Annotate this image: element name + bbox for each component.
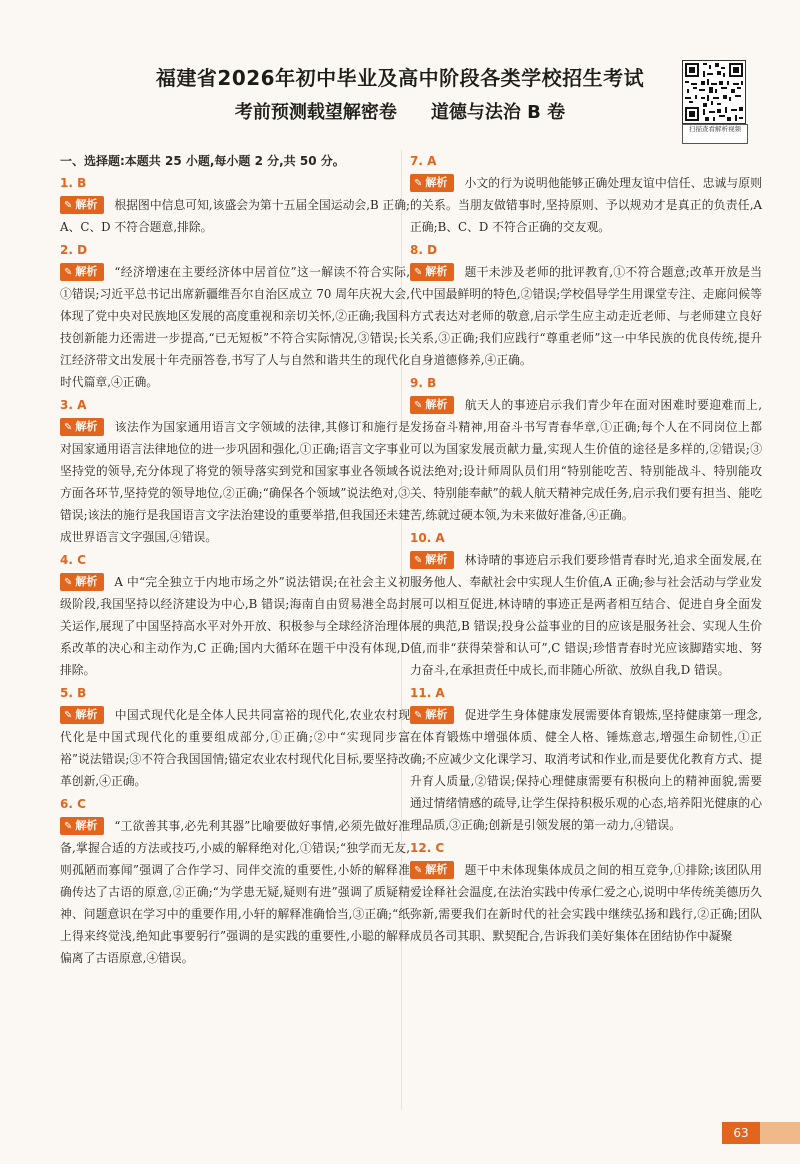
explanation-text: “经济增速在主要经济体中居首位”这一解读不符合实际,①错误;习近平总书记出席新疆维吾尔自治区成立 70 周年庆祝大会,体现了党中央对民族地区发展的高度重视和亲切关怀,②正确;我国科技创新能力还需进一步提高,“已无短板”不符合实际情况,③错误;长江经济带文出发展十年壳丽答卷,书写了人与自然和谐共生的现代化时代篇章,④正确。 bbox=[60, 265, 410, 389]
paper-name: 考前预测载望解密卷 bbox=[234, 102, 397, 123]
answer-item bbox=[60, 550, 410, 681]
left-column bbox=[60, 150, 410, 971]
qr-caption: 扫描查看解析视频 bbox=[682, 124, 748, 144]
answer-label: 8. D bbox=[410, 243, 438, 257]
explanation-text: 中国式现代化是全体人民共同富裕的现代化,农业农村现代化是中国式现代化的重要组成部分,①正确;②中“实现同步富裕”说法错误;③不符合我国国情;锚定农业农村现代化目标,要坚持改革创新,④正确。 bbox=[60, 708, 410, 788]
explanation bbox=[410, 549, 762, 681]
answer-item bbox=[410, 240, 762, 371]
pencil-icon: ✎ bbox=[64, 710, 73, 721]
page-edge-strip bbox=[760, 1122, 800, 1144]
explanation bbox=[410, 261, 762, 371]
analysis-tag: ✎ 解析 bbox=[60, 573, 104, 591]
analysis-tag: ✎ 解析 bbox=[410, 263, 454, 281]
pencil-icon: ✎ bbox=[64, 200, 73, 211]
pencil-icon: ✎ bbox=[64, 577, 73, 588]
explanation-text: 题干未涉及老师的批评教育,①不符合题意;改革开放是当代中国最鲜明的特色,②错误;学校倡导学生用课堂专注、走廊问候等方式表达对老师的敬意,启示学生应主动走近老师、与老师建立良好关系,③正确;我们应践行“尊重老师”这一中华民族的优良传统,提升自身道德修养,④正确。 bbox=[410, 265, 762, 367]
pencil-icon: ✎ bbox=[414, 710, 423, 721]
pencil-icon: ✎ bbox=[414, 555, 423, 566]
explanation bbox=[410, 172, 762, 238]
answer-item bbox=[60, 395, 410, 548]
explanation-text: A 中“完全独立于内地市场之外”说法错误;在社会主义初级阶段,我国坚持以经济建设为中心,B 错误;海南自由贸易港全岛封关运作,展现了中国坚持高水平对外开放、积极参与全球经济治理体系改革的决心和主动作为,C 正确;国内大循环在题干中没有体现,D 排除。 bbox=[60, 575, 410, 677]
explanation bbox=[410, 859, 762, 947]
qr-code-icon[interactable] bbox=[682, 60, 746, 124]
answer-item bbox=[410, 683, 762, 836]
explanation bbox=[60, 194, 410, 238]
exam-subtitle bbox=[0, 98, 800, 124]
subject-name: 道德与法治 B 卷 bbox=[430, 102, 566, 123]
explanation-text: 促进学生身体健康发展需要体育锻炼,坚持健康第一理念,在体育锻炼中增强体质、健全人格、锤炼意志,增强生命韧性,①正确;不应减少文化课学习、取消考试和作业,而是要优化教育方式、提升育人质量,②错误;保持心理健康需要有积极向上的精神面貌,需要通过情绪情感的疏导,让学生保持积极乐观的心态,培养阳光健康的心理品质,③正确;创新是引领发展的第一动力,④错误。 bbox=[410, 708, 762, 832]
explanation-text: “工欲善其事,必先利其器”比喻要做好事情,必须先做好准备,掌握合适的方法或技巧,小威的解释绝对化,①错误;“独学而无友,则孤陋而寡闻”强调了合作学习、同伴交流的重要性,小娇的解释准确传达了古语的原意,②正确;“为学患无疑,疑则有进”强调了质疑精神、问题意识在学习中的重要作用,小轩的解释准确恰当,③正确;“纸上得来终觉浅,绝知此事要躬行”强调的是实践的重要性,小聪的解释偏离了古语原意,④错误。 bbox=[60, 819, 410, 965]
right-column bbox=[410, 150, 762, 949]
explanation bbox=[60, 704, 410, 792]
analysis-tag: ✎ 解析 bbox=[410, 706, 454, 724]
analysis-tag: ✎ 解析 bbox=[60, 418, 104, 436]
pencil-icon: ✎ bbox=[64, 267, 73, 278]
explanation-text: 林诗晴的事迹启示我们要珍惜青春时光,追求全面发展,在服务他人、奉献社会中实现人生价值,A 正确;参与社会活动与学业发展可以相互促进,林诗晴的事迹正是两者相互结合、促进自身全面发展的典范,B 错误;投身公益事业的目的应该是服务社会、实现人生价值,而非“获得荣誉和认可”,C 错误;珍惜青春时光应该脚踏实地、努力奋斗,在承担责任中成长,而非随心所欲、放纵自我,D 错误。 bbox=[410, 553, 762, 677]
answer-label: 3. A bbox=[60, 398, 87, 412]
answer-item bbox=[410, 151, 762, 238]
answer-label: 11. A bbox=[410, 686, 445, 700]
pencil-icon: ✎ bbox=[414, 400, 423, 411]
answer-label: 9. B bbox=[410, 376, 437, 390]
explanation bbox=[410, 704, 762, 836]
analysis-tag: ✎ 解析 bbox=[410, 396, 454, 414]
pencil-icon: ✎ bbox=[64, 422, 73, 433]
answer-item bbox=[60, 683, 410, 792]
analysis-tag: ✎ 解析 bbox=[410, 861, 454, 879]
pencil-icon: ✎ bbox=[414, 865, 423, 876]
analysis-tag: ✎ 解析 bbox=[60, 196, 104, 214]
answer-label: 6. C bbox=[60, 797, 86, 811]
explanation-text: 航天人的事迹启示我们青少年在面对困难时要迎难而上,发扬奋斗精神,用奋斗书写青春华章,①正确;每个人在不同岗位上都可以为国家发展贡献力量,实现人生价值的途径是多样的,②错误;③说法绝对;设计师周队员们用“特别能吃苦、特别能战斗、特别能攻关、特别能奉献”的载人航天精神完成任务,启示我们要有担当、能吃苦,练就过硬本领,为未来做好准备,④正确。 bbox=[410, 398, 762, 522]
analysis-tag: ✎ 解析 bbox=[410, 551, 454, 569]
explanation-text: 该法作为国家通用语言文字领域的法律,其修订和施行是对国家通用语言法律地位的进一步巩固和强化,①正确;语言文字事业坚持党的领导,充分体现了将党的领导落实到党和国家事业各领域各方面各环节,坚持党的领导地位,②正确;“确保各个领域”说法绝对,③错误;该法的施行是我国语言文字法治建设的重要举措,但我国还未建成世界语言文字强国,④错误。 bbox=[60, 420, 410, 544]
explanation bbox=[60, 571, 410, 681]
answer-label: 1. B bbox=[60, 176, 87, 190]
pencil-icon: ✎ bbox=[64, 821, 73, 832]
answer-label: 5. B bbox=[60, 686, 87, 700]
analysis-tag: ✎ 解析 bbox=[410, 174, 454, 192]
explanation-text: 题干中未体现集体成员之间的相互竞争,①排除;该团队用爱诠释社会温度,在法治实践中传承仁爱之心,说明中华传统美德历久弥新,需要我们在新时代的社会实践中继续弘扬和践行,②正确;团队成员各司其职、默契配合,告诉我们美好集体在团结协作中凝聚 bbox=[410, 863, 762, 943]
answer-label: 7. A bbox=[410, 154, 437, 168]
analysis-tag: ✎ 解析 bbox=[60, 817, 104, 835]
explanation-text: 小文的行为说明他能够正确处理友谊中信任、忠诚与原则的关系。当朋友做错事时,坚持原则、予以规劝才是真正的负责任,A 正确;B、C、D 不符合正确的交友观。 bbox=[410, 176, 762, 234]
answer-label: 4. C bbox=[60, 553, 86, 567]
explanation bbox=[60, 815, 410, 969]
explanation bbox=[60, 416, 410, 548]
answer-item bbox=[60, 794, 410, 969]
pencil-icon: ✎ bbox=[414, 178, 423, 189]
answer-label: 2. D bbox=[60, 243, 88, 257]
analysis-tag: ✎ 解析 bbox=[60, 263, 104, 281]
answer-item bbox=[60, 173, 410, 238]
explanation bbox=[60, 261, 410, 393]
answer-item bbox=[410, 838, 762, 947]
explanation-text: 根据图中信息可知,该盛会为第十五届全国运动会,B 正确;A、C、D 不符合题意,排除。 bbox=[60, 198, 410, 234]
answer-item bbox=[410, 373, 762, 526]
page-number: 63 bbox=[722, 1122, 760, 1144]
exam-title: 福建省2026年初中毕业及高中阶段各类学校招生考试 bbox=[155, 66, 645, 90]
answer-item bbox=[60, 240, 410, 393]
section-heading: 一、选择题:本题共 25 小题,每小题 2 分,共 50 分。 bbox=[60, 154, 345, 168]
pencil-icon: ✎ bbox=[414, 267, 423, 278]
answer-label: 12. C bbox=[410, 841, 445, 855]
explanation bbox=[410, 394, 762, 526]
answer-item bbox=[410, 528, 762, 681]
analysis-tag: ✎ 解析 bbox=[60, 706, 104, 724]
page-header bbox=[0, 0, 800, 150]
answer-label: 10. A bbox=[410, 531, 445, 545]
